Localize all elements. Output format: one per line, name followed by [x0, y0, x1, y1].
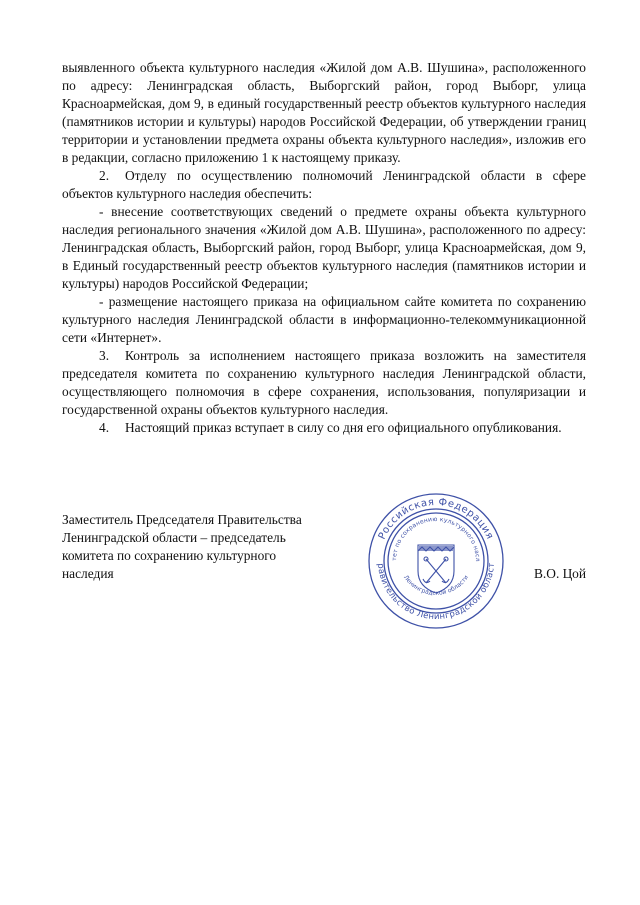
paragraph-3 — [62, 347, 586, 419]
seal-inner-text: тет по сохранению культурного насл — [390, 515, 482, 562]
paragraph-4-number: 4. — [99, 420, 110, 435]
bullet-2: - размещение настоящего приказа на официальном сайте комитета по сохранению культурного наследия Ленинградской области в информационно-телекоммуникационной сети «Интернет». — [62, 294, 586, 345]
signatory-title — [62, 511, 322, 583]
coat-of-arms-icon — [418, 545, 454, 593]
signatory-line-2: Ленинградской области – председатель — [62, 530, 286, 545]
paragraph-1-continuation: выявленного объекта культурного наследия «Жилой дом А.В. Шушина», расположенного по адресу: Ленинградская область, Выборгский район, город Выборг, улица Красноармейская, дом 9, в единый государственный реестр объектов культурного наследия (памятников истории и культуры) народов Российской Федерации, об утверждении границ территории и установлении предмета охраны объекта культурного наследия», изложив его в редакции, согласно приложению 1 к настоящему приказу. — [62, 60, 586, 165]
seal-top-text: Российская Федерация — [376, 496, 496, 542]
seal-icon — [366, 491, 506, 631]
paragraph-2-number: 2. — [99, 168, 110, 183]
signatory-line-3: комитета по сохранению культурного — [62, 548, 277, 563]
seal-outer-text: равительство Ленинградской област — [374, 562, 498, 623]
signatory-name: В.О. Цой — [534, 566, 586, 581]
paragraph-4-text: Настоящий приказ вступает в силу со дня его официального опубликования. — [125, 420, 562, 435]
paragraph-3-text: Контроль за исполнением настоящего приказа возложить на заместителя председателя комитета по сохранению культурного наследия Ленинградской области, осуществляющего полномочия в сфере сохранения, использования, популяризации и государственной охраны объектов культурного наследия. — [62, 348, 586, 417]
paragraph-2 — [62, 167, 586, 203]
signatory-line-1: Заместитель Председателя Правительства — [62, 512, 302, 527]
official-seal-stamp — [366, 491, 506, 631]
paragraph-4 — [62, 419, 586, 437]
document-body — [62, 59, 586, 437]
bullet-1: - внесение соответствующих сведений о предмете охраны объекта культурного наследия регионального значения «Жилой дом А.В. Шушина», расположенного по адресу: Ленинградская область, Выборгский район, город Выборг, улица Красноармейская, дом 9, в Единый государственный реестр объектов культурного наследия (памятников истории и культуры) народов Российской Федерации; — [62, 204, 586, 291]
signatory-line-4: наследия — [62, 566, 114, 581]
paragraph-3-number: 3. — [99, 348, 110, 363]
paragraph-2-text: Отделу по осуществлению полномочий Ленинградской области в сфере объектов культурного наследия обеспечить: — [62, 168, 586, 201]
seal-inner-bottom-text: Ленинградской области — [402, 574, 470, 597]
